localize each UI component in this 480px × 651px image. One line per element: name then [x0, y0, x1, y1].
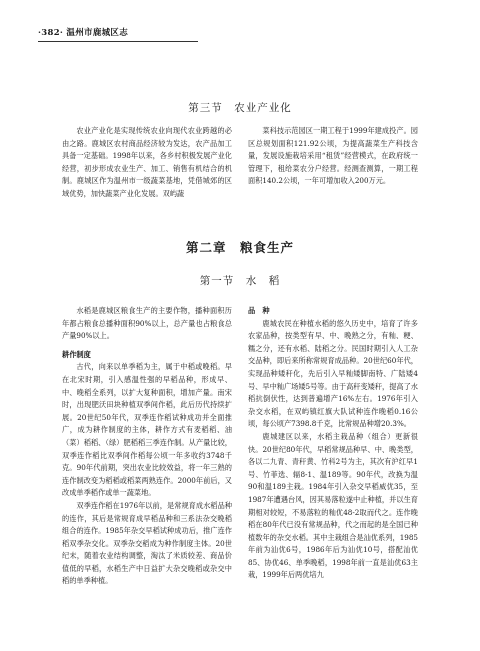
section1-left-column: [62, 125, 232, 201]
section-title-rice: 第一节 水 稻: [199, 275, 281, 287]
subheading: 品 种: [248, 306, 270, 315]
paragraph: 鹿城建区以来，水稻主栽品种（组合）更新很快。20世纪80年代，早稻常规品种早、中、晚类型，各以二九青、青秆黄、竹科2号为主，其次有沪红早1号、竹菲选、辐8-1、温189等。90年代，改换为温90和温189主栽。1984年引入杂交早稻威优35，至1987年遭遇台风，因其易落粒遂中止种植，并以生育期相对较短，不易落粒的籼优48-2取而代之。连作晚稻在80年代已没有常规品种，代之而起的是全国已种植数年的杂交水稻。其中主栽组合是汕优系列，1985年前为汕优6号，1986年后为汕优10号，搭配汕优85、协优46、单季晚稻，1998年前一直是汕优63主栽，1999年后两优培九: [248, 431, 418, 580]
section1-right-column: [248, 125, 418, 188]
paragraph: 农业产业化是实现传统农业向现代农业跨越的必由之路。鹿城区农村商品经济较为发达，农产品加工具备一定基础。1998年以来，各乡村积极发展产业化经营，初步形成农业生产、加工、销售有机结合的机制。鹿城区作为温州市一级蔬菜基地，凭借城郊的区域优势，加快蔬菜产业化发展。双屿蔬: [62, 126, 232, 198]
running-header: ·382· 温州市鹿城区志: [38, 26, 198, 42]
paragraph: 菜科技示范园区一期工程于1999年建成投产。园区总规划面积121.92公顷，为提高蔬菜生产科技含量，发展设施栽培采用“租赁”经营模式，在政府统一管理下，租给菜农分户经营。经测查测算，一期工程面积140.2公顷，一年可增加收入200万元。: [248, 126, 418, 186]
subheading: 耕作制度: [62, 349, 91, 359]
paragraph: 鹿城农民在种植水稻的悠久历史中，培育了许多农家品种，按类型有早、中、晚熟之分，有籼、粳、糯之分，还有水稻、陆稻之分。民国时期引入人工杂交品种，即后来所称常规育成品种。20世纪60年代，实现品种矮秆化，先后引入早籼矮脚南特、广陆矮4号、早中籼广场矮5号等。由于高秆变矮秆，提高了水稻抗倒伏性，达到普遍增产16%左右。1976年引入杂交水稻，在双屿镇红旗大队试种连作晚稻0.16公顷，每公顷产7398.8千克，比常规品种增20.3%。: [248, 318, 418, 429]
paragraph: 古代，向来以单季稻为主，属于中稻或晚稻。早在北宋时期，引入感温性强的早稻品种，形成早、中、晚稻全系列，以扩大复种面积，增加产量。南宋时，出现肥沃田块种植双季间作稻，此后历代持续扩展。20世纪50年代，双季连作稻试种成功并全面推广，成为耕作制度的主体，耕作方式有麦稻稻、油（菜）稻稻、（绿）肥稻稻三季连作制。从产量比较，双季连作稻比双季间作稻每公顷一年多收约3748千克。90年代前期，突出农业比较效益，将一年三熟的连作制改变为稻稻或稻菜两熟连作。2000年前后，又改成单季稻作或单一蔬菜地。: [62, 362, 232, 498]
chapter-title: 第二章 粮食生产: [185, 240, 294, 255]
paragraph: 双季连作稻在1976年以前，是常规育成水稻品种的连作，其后是常规育成早稻品种和三系法杂交晚稻组合的连作。1985年杂交早稻试种成功后，推广连作稻双季杂交化。双季杂交稻成为种作制度主体。20世纪末，随着农业结构调整，淘汰了米质较差、商品价值低的早稻，水稻生产中日益扩大杂交晚稻或杂交中稻的单季种植。: [62, 500, 232, 586]
section2-left-column: [62, 305, 232, 588]
section-title-agri-industrialization: 第三节 农业产业化: [188, 102, 292, 114]
section2-right-column: [248, 305, 418, 582]
paragraph: 水稻是鹿城区粮食生产的主要作物，播种面积历年都占粮食总播种面积90%以上，总产量也占粮食总产量90%以上。: [62, 306, 232, 341]
